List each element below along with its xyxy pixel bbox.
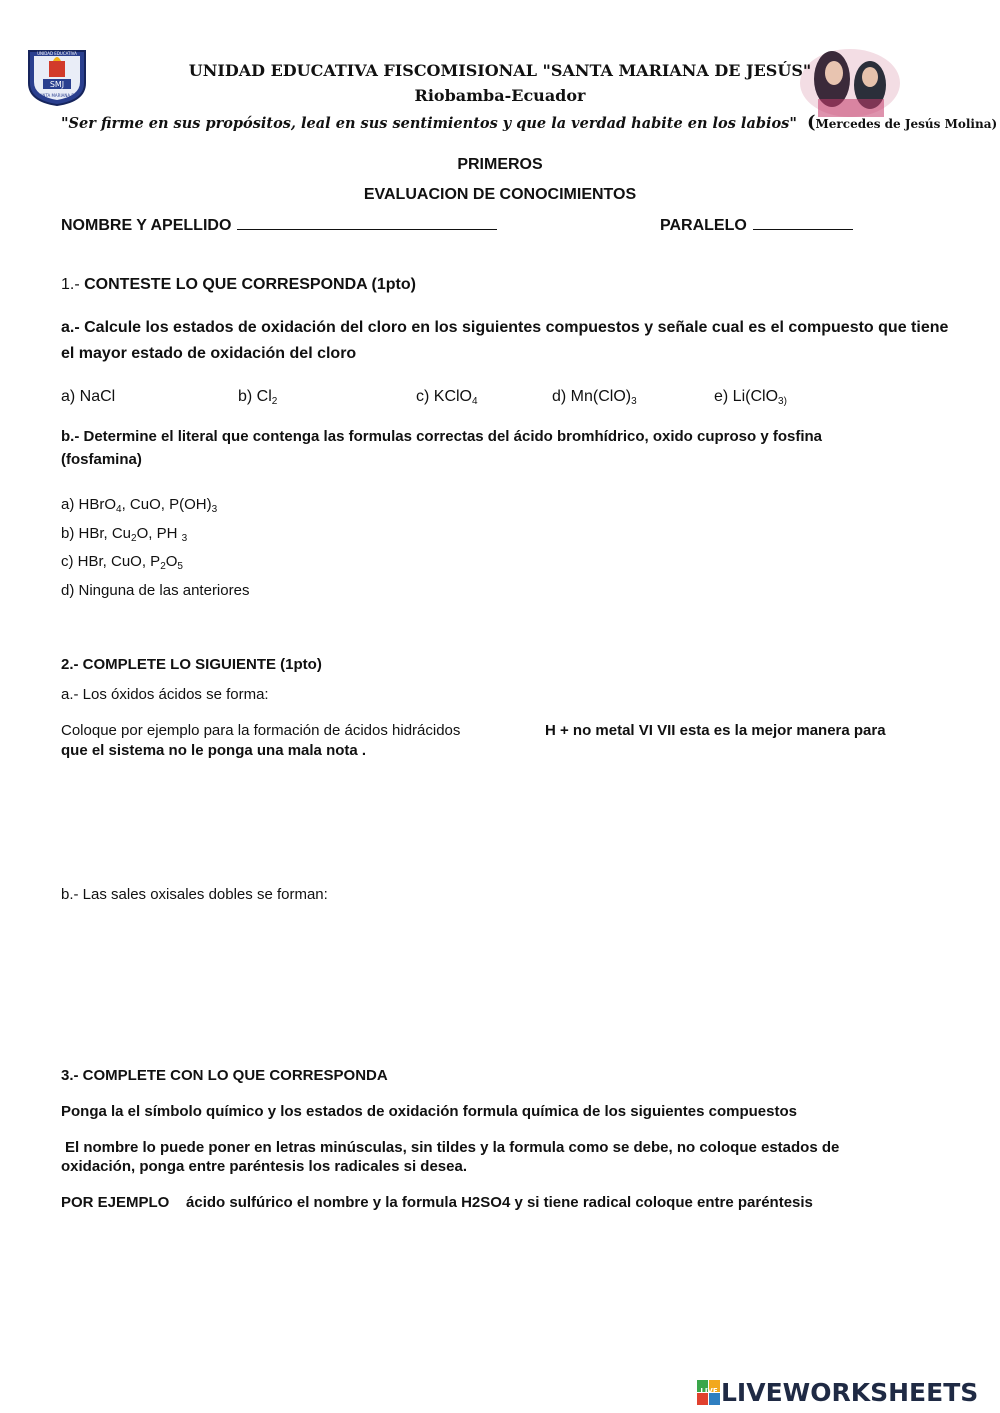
motto-quote: "Ser firme en sus propósitos, leal en sus sentimientos y que la verdad habite en los labios"	[61, 115, 797, 132]
q2-example-bold-2: que el sistema no le ponga una mala nota .	[61, 742, 367, 759]
q2-heading: 2.- COMPLETE LO SIGUIENTE (1pto)	[61, 656, 322, 673]
q3-line2a: El nombre lo puede poner en letras minúsculas, sin tildes y la formula como se debe, no coloque estados de	[65, 1139, 840, 1156]
motto-author: Mercedes de Jesús Molina)	[815, 117, 998, 131]
q3-heading: 3.- COMPLETE CON LO QUE CORRESPONDA	[61, 1067, 388, 1084]
liveworksheets-watermark[interactable]	[697, 1378, 978, 1408]
header-photo	[798, 43, 902, 119]
logo-letters: SMJ	[49, 80, 65, 89]
q3-line1: Ponga la el símbolo químico y los estados de oxidación formula química de los siguientes compuestos	[61, 1103, 797, 1120]
q2a-answer-area[interactable]	[61, 770, 941, 870]
q1a-prompt-1: a.- Calcule los estados de oxidación del cloro en los siguientes compuestos y señale cual es el compuesto que tiene	[61, 319, 949, 336]
q2b-prompt: b.- Las sales oxisales dobles se forman:	[61, 886, 328, 903]
q1-heading	[61, 276, 416, 294]
exam-title: EVALUACION DE CONOCIMIENTOS	[363, 186, 637, 203]
q1b-option-a[interactable]: a) HBrO$_4$, CuO, $P(OH)_3$	[61, 496, 218, 515]
q1a-option-c[interactable]: c) KClO$_4$	[416, 388, 478, 407]
q2a-prompt: a.- Los óxidos ácidos se forma:	[61, 686, 269, 703]
q1b-prompt-1: b.- Determine el literal que contenga las formulas correctas del ácido bromhídrico, oxido cuproso y fosfina	[61, 428, 823, 445]
motto-paren: (	[806, 112, 816, 133]
q3-example	[61, 1194, 813, 1211]
paralelo-label: PARALELO	[660, 217, 747, 234]
q1-title: CONTESTE LO QUE CORRESPONDA (1pto)	[84, 276, 416, 293]
name-blank[interactable]	[237, 215, 497, 230]
q3-answer-area[interactable]	[61, 1225, 941, 1345]
name-label: NOMBRE Y APELLIDO	[61, 217, 232, 234]
logo-text-top: UNIDAD EDUCATIVA	[37, 51, 77, 56]
motto	[61, 112, 997, 133]
q3-example-text: ácido sulfúrico el nombre y la formula H2SO4 y si tiene radical coloque entre paréntesis	[186, 1194, 813, 1211]
q3-line2b: oxidación, ponga entre paréntesis los radicales si desea.	[61, 1158, 467, 1175]
paralelo-row	[660, 215, 853, 235]
q1a-option-e[interactable]: e) Li(ClO$_{3)}$	[714, 388, 787, 407]
q1b-option-c[interactable]: c) HBr, CuO, $P_2O_5$	[61, 553, 183, 572]
q1a-option-b[interactable]: b) $Cl_2$	[238, 388, 278, 407]
q1b-prompt-2: (fosfamina)	[61, 451, 142, 468]
city: Riobamba-Ecuador	[414, 86, 586, 105]
liveworksheets-badge-icon: LIVE	[697, 1380, 721, 1406]
school-name: UNIDAD EDUCATIVA FISCOMISIONAL "SANTA MARIANA DE JESÚS"	[188, 61, 812, 80]
q1-number: 1.-	[61, 276, 80, 293]
q2-example-text: Coloque por ejemplo para la formación de ácidos hidrácidos	[61, 722, 461, 739]
q1b-option-b[interactable]: b) HBr, $Cu_2O$, PH $_3$	[61, 525, 188, 544]
name-row	[61, 215, 497, 235]
q2b-answer-area[interactable]	[61, 915, 941, 1045]
q1a-option-a[interactable]: a) NaCl	[61, 388, 116, 405]
q1a-prompt-2: el mayor estado de oxidación del cloro	[61, 345, 357, 362]
q3-example-label: POR EJEMPLO	[61, 1194, 170, 1211]
q1b-option-d[interactable]: d) Ninguna de las anteriores	[61, 582, 250, 599]
logo-text-bottom: SANTA MARIANA DE	[37, 93, 77, 98]
q1a-option-d[interactable]: d) $Mn(ClO)_3$	[552, 388, 637, 407]
q2-example-bold-1: H + no metal VI VII esta es la mejor manera para	[545, 722, 886, 739]
liveworksheets-text: LIVEWORKSHEETS	[721, 1378, 979, 1407]
course-title: PRIMEROS	[457, 156, 543, 173]
paralelo-blank[interactable]	[753, 215, 853, 230]
